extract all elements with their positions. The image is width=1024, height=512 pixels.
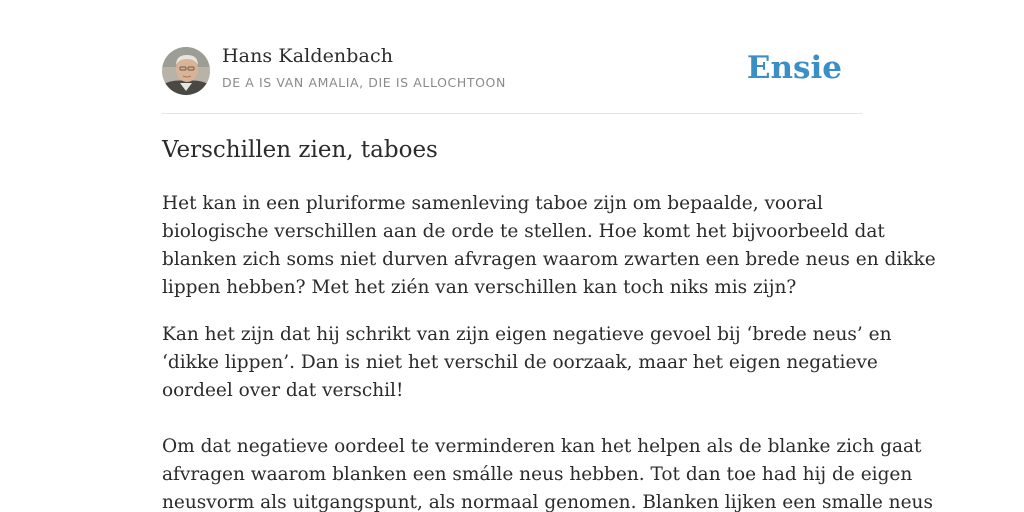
text-line: ‘dikke lippen’. Dan is niet het verschil de oorzaak, maar het eigen negatieve: [162, 352, 878, 373]
text-line: afvragen waarom blanken een smálle neus hebben. Tot dan toe had hij de eigen: [162, 464, 913, 485]
text-line: oordeel over dat verschil!: [162, 380, 404, 401]
post-container: [162, 0, 936, 512]
author-header: [162, 0, 862, 114]
paragraph-spacer: [162, 405, 867, 433]
author-name[interactable]: Hans Kaldenbach: [222, 45, 394, 67]
author-subtitle: DE A IS VAN AMALIA, DIE IS ALLOCHTOON: [222, 75, 506, 90]
text-line: Het kan in een pluriforme samenleving taboe zijn om bepaalde, vooral: [162, 193, 823, 214]
text-line: biologische verschillen aan de orde te stellen. Hoe komt het bijvoorbeeld dat: [162, 221, 885, 242]
paragraph: [162, 190, 936, 302]
paragraph: [162, 321, 892, 405]
post-title: Verschillen zien, taboes: [162, 137, 438, 163]
paragraph: [162, 433, 933, 512]
text-line: Kan het zijn dat hij schrikt van zijn eigen negatieve gevoel bij ‘brede neus’ en: [162, 324, 892, 345]
text-line: lippen hebben? Met het zién van verschillen kan toch niks mis zijn?: [162, 277, 797, 298]
text-line: neusvorm als uitgangspunt, als normaal genomen. Blanken lijken een smalle neus: [162, 492, 933, 512]
paragraph-spacer: [162, 302, 867, 321]
text-line: Om dat negatieve oordeel te verminderen kan het helpen als de blanke zich gaat: [162, 436, 922, 457]
author-avatar[interactable]: [162, 47, 210, 95]
post-body: [162, 190, 936, 512]
brand-logo[interactable]: Ensie: [746, 50, 842, 86]
text-line: blanken zich soms niet durven afvragen waarom zwarten een brede neus en dikke: [162, 249, 936, 270]
